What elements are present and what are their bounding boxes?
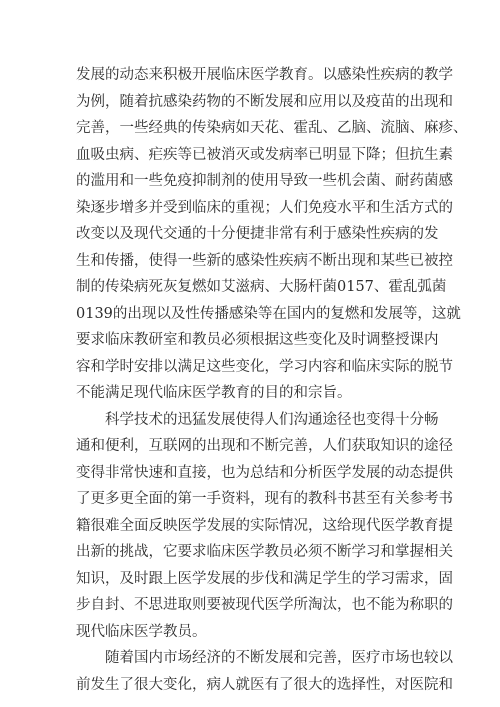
paragraph-1: [76, 62, 468, 407]
text-line: 通和便利，互联网的出现和不断完善，人们获取知识的途径: [76, 438, 453, 454]
text-line: 制的传染病死灰复燃如艾滋病、大肠杆菌0157、霍乱弧菌: [76, 279, 447, 295]
text-line: 现代临床医学教员。: [76, 623, 207, 640]
text-line: 随着国内市场经济的不断发展和完善，医疗市场也较以: [105, 650, 453, 666]
text-line: 容和学时安排以满足这些变化，学习内容和临床实际的脱节: [76, 358, 453, 375]
text-line: 血吸虫病、疟疾等已被消灭或发病率已明显下降；但抗生素: [76, 146, 453, 163]
text-line: 出新的挑战，它要求临床医学教员必须不断学习和掌握相关: [76, 544, 453, 560]
text-line: 知识，及时跟上医学发展的步伐和满足学生的学习需求，固: [76, 570, 453, 587]
paragraph-2: [76, 407, 453, 646]
text-line: 的滥用和一些免疫抑制剂的使用导致一些机会菌、耐药菌感: [76, 173, 453, 189]
text-line: 要求临床教研室和教员必须根据这些变化及时调整授课内: [76, 332, 439, 348]
text-line: 变得非常快速和直接，也为总结和分析医学发展的动态提供: [76, 464, 453, 481]
paragraph-3: [76, 645, 453, 698]
text-line: 步自封、不思进取则要被现代医学所淘汰，也不能为称职的: [76, 597, 453, 613]
text-line: 前发生了很大变化，病人就医有了很大的选择性，对医院和: [76, 676, 453, 693]
text-line: 完善，一些经典的传染病如天花、霍乱、乙脑、流脑、麻疹、: [76, 120, 468, 136]
document-page: [76, 62, 468, 698]
text-line: 为例，随着抗感染药物的不断发展和应用以及疫苗的出现和: [76, 93, 453, 110]
text-line: 染逐步增多并受到临床的重视；人们免疫水平和生活方式的: [76, 199, 453, 216]
text-line: 改变以及现代交通的十分便捷非常有利于感染性疾病的发: [76, 226, 439, 242]
text-line: 科学技术的迅猛发展使得人们沟通途径也变得十分畅: [105, 411, 439, 428]
text-line: 0139的出现以及性传播感染等在国内的复燃和发展等，这就: [76, 305, 461, 322]
text-line: 了更多更全面的第一手资料，现有的教科书甚至有关参考书: [76, 491, 453, 507]
text-line: 生和传播，使得一些新的感染性疾病不断出现和某些已被控: [76, 252, 453, 269]
text-line: 不能满足现代临床医学教育的目的和宗旨。: [76, 385, 352, 401]
text-line: 发展的动态来积极开展临床医学教育。以感染性疾病的教学: [76, 67, 453, 83]
text-line: 籍很难全面反映医学发展的实际情况，这给现代医学教育提: [76, 517, 453, 534]
